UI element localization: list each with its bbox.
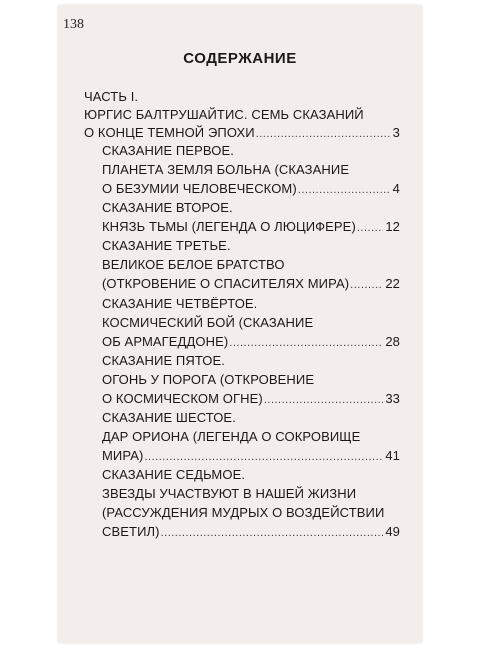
toc-entry-page: 22 [385, 276, 400, 291]
toc-entry-text: О КОСМИЧЕСКОМ ОГНЕ) [102, 391, 263, 406]
toc-entry-text: О БЕЗУМИИ ЧЕЛОВЕЧЕСКОМ) [102, 181, 297, 196]
leader-dots [298, 182, 391, 198]
leader-dots [264, 392, 384, 408]
toc-entry-page: 49 [385, 524, 400, 539]
leader-dots [256, 126, 391, 142]
toc-entry-page: 4 [392, 181, 400, 196]
tale-heading: СКАЗАНИЕ СЕДЬМОЕ. [102, 467, 246, 482]
toc-entry-text: МИРА) [102, 448, 144, 463]
toc-entry [102, 181, 400, 198]
toc-title: СОДЕРЖАНИЕ [183, 50, 297, 67]
toc-entry-page: 28 [385, 334, 400, 349]
tale-heading: СКАЗАНИЕ ПЯТОЕ. [102, 353, 226, 368]
toc-entry-page: 41 [385, 448, 400, 463]
author-line: ЮРГИС БАЛТРУШАЙТИС. СЕМЬ СКАЗАНИЙ [84, 107, 364, 122]
toc-entry [102, 524, 400, 541]
tale-title-line: ВЕЛИКОЕ БЕЛОЕ БРАТСТВО [102, 257, 285, 272]
toc-entry-page: 3 [392, 125, 400, 140]
toc-entry [102, 276, 400, 293]
tale-heading: СКАЗАНИЕ ТРЕТЬЕ. [102, 238, 231, 253]
toc-entry-author [84, 125, 400, 142]
leader-dots [161, 525, 384, 541]
tale-title-line: ОГОНЬ У ПОРОГА (ОТКРОВЕНИЕ [102, 372, 315, 387]
toc-entry-text: КНЯЗЬ ТЬМЫ (ЛЕГЕНДА О ЛЮЦИФЕРЕ) [102, 219, 356, 234]
tale-title-line: ДАР ОРИОНА (ЛЕГЕНДА О СОКРОВИЩЕ [102, 429, 361, 444]
toc-entry [102, 334, 400, 351]
toc-entry [102, 219, 400, 236]
leader-dots [229, 335, 383, 351]
tale-heading: СКАЗАНИЕ ПЕРВОЕ. [102, 143, 234, 158]
toc-entry-text: ОБ АРМАГЕДДОНЕ) [102, 334, 229, 349]
leader-dots [357, 220, 383, 236]
tale-heading: СКАЗАНИЕ ШЕСТОЕ. [102, 410, 236, 425]
tale-heading: СКАЗАНИЕ ЧЕТВЁРТОЕ. [102, 296, 258, 311]
toc-entry-text: (ОТКРОВЕНИЕ О СПАСИТЕЛЯХ МИРА) [102, 276, 350, 291]
toc-entry [102, 448, 400, 465]
part-heading: ЧАСТЬ I. [84, 89, 139, 104]
tale-title-line: (РАССУЖДЕНИЯ МУДРЫХ О ВОЗДЕЙСТВИИ [102, 505, 385, 520]
tale-title-line: КОСМИЧЕСКИЙ БОЙ (СКАЗАНИЕ [102, 315, 314, 330]
page-number: 138 [63, 17, 84, 32]
leader-dots [144, 449, 383, 465]
toc-entry [102, 391, 400, 408]
toc-entry-text: О КОНЦЕ ТЕМНОЙ ЭПОХИ [84, 125, 255, 140]
tale-heading: СКАЗАНИЕ ВТОРОЕ. [102, 200, 233, 215]
toc-entry-page: 12 [385, 219, 400, 234]
tale-title-line: ПЛАНЕТА ЗЕМЛЯ БОЛЬНА (СКАЗАНИЕ [102, 162, 350, 177]
leader-dots [350, 277, 383, 293]
tale-title-line: ЗВЕЗДЫ УЧАСТВУЮТ В НАШЕЙ ЖИЗНИ [102, 486, 357, 501]
toc-entry-page: 33 [385, 391, 400, 406]
toc-entry-text: СВЕТИЛ) [102, 524, 160, 539]
